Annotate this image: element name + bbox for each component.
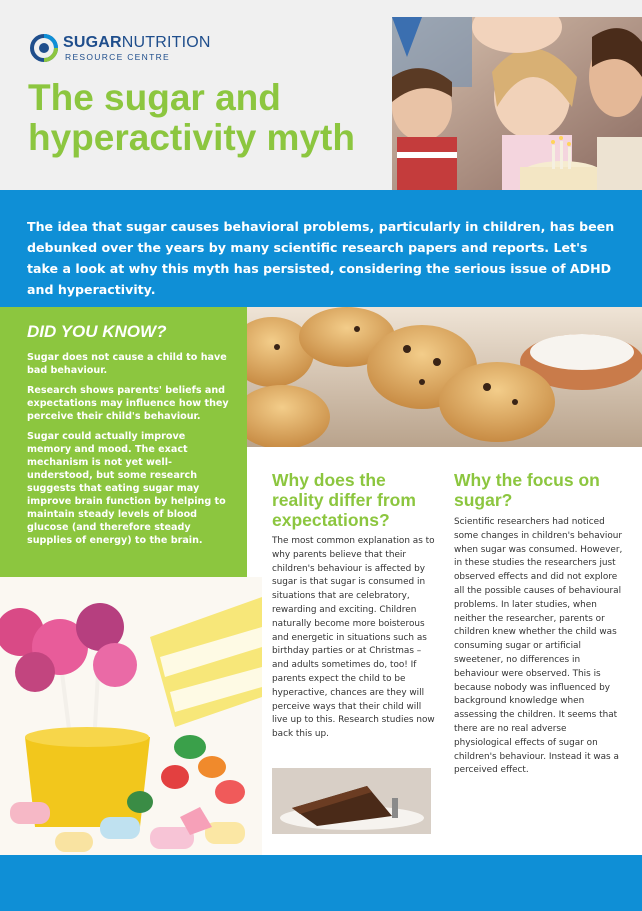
reality-body: The most common explanation as to why parents believe that their children's behaviour is affected by sugar is that sugar is consumed in situations that are celebratory, rewarding and exciting. Children naturally become more boisterous and energetic in situations such as birthday parties or at Christmas – and adults sometimes do, too! If parents expect the child to be hyperactive, chances are they will perceive ways that their child will live up to this. Research studies now back this up. — [272, 536, 435, 740]
did-you-know-box — [0, 307, 247, 577]
did-you-know-point: Sugar could actually improve memory and mood. The exact mechanism is not yet well-understood, but some research suggests that eating sugar may improve brain function by helping to maintain steady levels of blood glucose (and therefore steady supplies of energy) to the brain. — [27, 431, 226, 546]
chocolate-cake-photo — [272, 768, 431, 834]
brand-logo[interactable] — [30, 34, 211, 62]
lollipops-and-candy-photo — [0, 577, 262, 855]
focus-body: Scientific researchers had noticed some changes in children's behaviour when sugar was consumed. However, in these studies the researchers just observed effects and did not explore all the possible causes of behavioural problems. In later studies, when neither the researcher, parents or children knew whether the child was consuming sugar or artificial sweetener, no differences in behaviour were observed. This is because nobody was influenced by background knowledge when assessing the children. It seems that there are no real adverse physiological effects of sugar on children's behaviour. Instead it was a perceived effect. — [454, 517, 623, 776]
reality-heading: Why does the reality differ from expectations? — [272, 470, 416, 530]
brand-tagline: RESOURCE CENTRE — [65, 51, 170, 62]
did-you-know-point: Sugar does not cause a child to have bad behaviour. — [27, 352, 227, 376]
page-title: The sugar and hyperactivity myth — [28, 77, 355, 158]
did-you-know-point: Research shows parents' beliefs and expectations may influence how they perceive their child's behaviour. — [27, 385, 229, 422]
birthday-family-photo — [392, 17, 642, 190]
footer-band — [0, 855, 642, 911]
muffins-photo — [247, 307, 642, 447]
did-you-know-title: DID YOU KNOW? — [27, 322, 167, 341]
intro-paragraph: The idea that sugar causes behavioral problems, particularly in children, has been debunked over the years by many scientific research papers and reports. Let's take a look at why this myth has persisted, considering the serious issue of ADHD and hyperactivity. — [27, 219, 615, 297]
logo-ring-icon — [30, 34, 58, 62]
brand-name: SUGARNUTRITION — [63, 33, 211, 51]
focus-heading: Why the focus on sugar? — [454, 470, 600, 510]
